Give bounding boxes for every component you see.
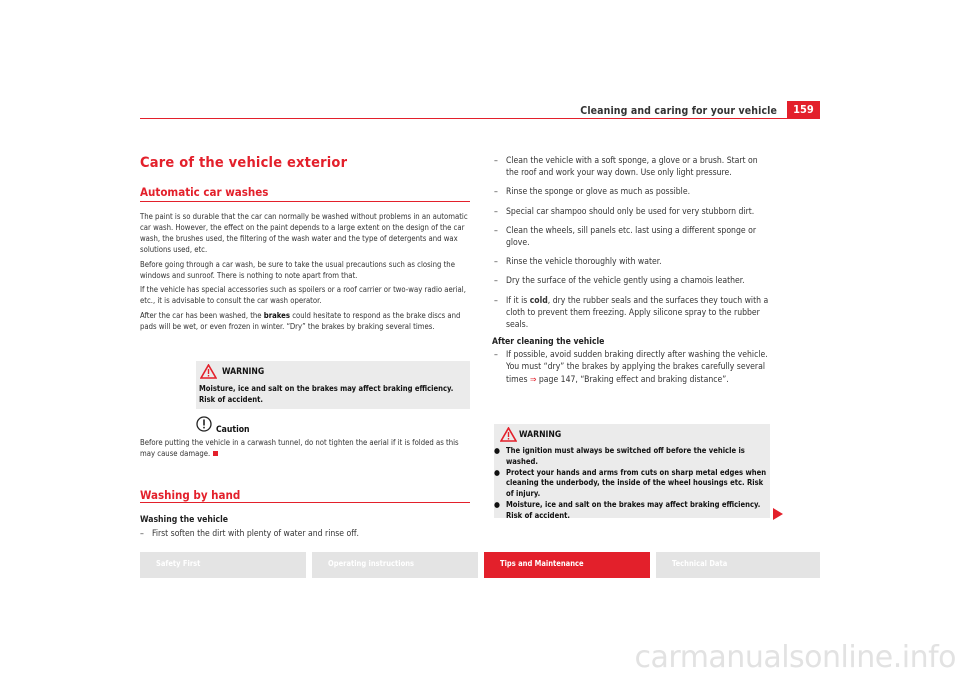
warning-box: [494, 424, 770, 518]
subheading-after-cleaning: After cleaning the vehicle: [492, 337, 605, 348]
step-item: – If possible, avoid sudden braking directly after washing the vehicle. You must “dry” the brakes by applying the brakes carefully several times ⇒ page 147, “Braking effect and braking distance”.: [494, 350, 768, 385]
header-section-title: Cleaning and caring for your vehicle: [580, 105, 777, 117]
warning-title: WARNING: [222, 367, 265, 377]
caution-icon: [196, 416, 212, 432]
warning-item: ● The ignition must always be switched off before the vehicle is washed.: [494, 446, 745, 466]
page-link[interactable]: page 147, “Braking effect and braking distance”.: [536, 374, 729, 385]
automatic-wash-text: [140, 212, 472, 333]
watermark: carmanualsonline.info: [634, 640, 956, 675]
step-item: – If it is cold, dry the rubber seals and the surfaces they touch with a cloth to prevent them freezing. Apply silicone spray to the rubber seals.: [494, 295, 769, 331]
step-item: – Clean the wheels, sill panels etc. last using a different sponge or glove.: [494, 225, 756, 249]
tab-safety-first[interactable]: Safety First: [140, 552, 306, 578]
heading-washing-by-hand: Washing by hand: [140, 488, 241, 502]
end-marker-icon: [213, 451, 218, 456]
warning-title: WARNING: [519, 430, 562, 440]
paragraph: After the car has been washed, the brakes could hesitate to respond as the brake discs and pads will be wet, or even frozen in winter. “Dry” the brakes by braking several times.: [140, 311, 461, 332]
paragraph: If the vehicle has special accessories such as spoilers or a roof carrier or two-way radio aerial, etc., it is advisable to consult the car wash operator.: [140, 285, 466, 306]
steps-list: [494, 155, 772, 386]
warning-item: ● Protect your hands and arms from cuts on sharp metal edges when cleaning the underbody, the inside of the wheel housings etc. Risk of injury.: [494, 467, 767, 499]
step-item: – Clean the vehicle with a soft sponge, a glove or a brush. Start on the roof and work your way down. Use only light pressure.: [494, 156, 758, 179]
arrow-icon: ⇒: [529, 374, 537, 385]
heading-automatic-car-washes: Automatic car washes: [140, 185, 269, 199]
step-item: – Dry the surface of the vehicle gently using a chamois leather.: [494, 276, 745, 287]
continue-arrow-icon: [773, 508, 783, 520]
tab-technical-data[interactable]: Technical Data: [656, 552, 820, 578]
warning-triangle-icon: [500, 427, 517, 442]
step-item: – Special car shampoo should only be used for very stubborn dirt.: [494, 206, 755, 217]
bullet-icon: ●: [494, 467, 500, 477]
tab-operating-instructions[interactable]: Operating instructions: [312, 552, 478, 578]
bullet-icon: ●: [494, 499, 500, 509]
paragraph: The paint is so durable that the car can normally be washed without problems in an automatic car wash. However, the effect on the paint depends to a large extent on the design of the car wash, the brushes used, the filtering of the wash water and the type of detergents and wax solutions used, etc.: [140, 212, 468, 254]
caution-text: Before putting the vehicle in a carwash tunnel, do not tighten the aerial if it is folded as this may cause damage.: [140, 438, 459, 458]
warning-triangle-icon: [200, 364, 217, 379]
page-title: Care of the vehicle exterior: [140, 155, 348, 171]
warning-text: Moisture, ice and salt on the brakes may affect braking efficiency. Risk of accident.: [199, 384, 454, 404]
heading-rule: [140, 502, 470, 503]
bullet-icon: ●: [494, 446, 500, 455]
bold-cold: cold: [529, 295, 548, 306]
warning-box: [196, 361, 470, 409]
warning-item: ● Moisture, ice and salt on the brakes may affect braking efficiency. Risk of accident.: [494, 499, 761, 520]
subheading-washing-vehicle: Washing the vehicle: [140, 515, 228, 525]
warning-list: [494, 446, 768, 522]
bold-brakes: brakes: [263, 311, 290, 321]
heading-rule: [140, 201, 470, 202]
step-item: – Rinse the sponge or glove as much as possible.: [494, 187, 691, 198]
step-item: – Rinse the vehicle thoroughly with water.: [494, 257, 662, 268]
tab-tips-and-maintenance[interactable]: Tips and Maintenance: [484, 552, 650, 578]
header-rule: [140, 118, 820, 119]
paragraph: Before going through a car wash, be sure to take the usual precautions such as closing the windows and sunroof. There is nothing to note apart from that.: [140, 259, 455, 280]
step-item: – First soften the dirt with plenty of water and rinse off.: [140, 529, 359, 539]
page-number: 159: [787, 101, 820, 119]
caution-title: Caution: [216, 425, 250, 435]
